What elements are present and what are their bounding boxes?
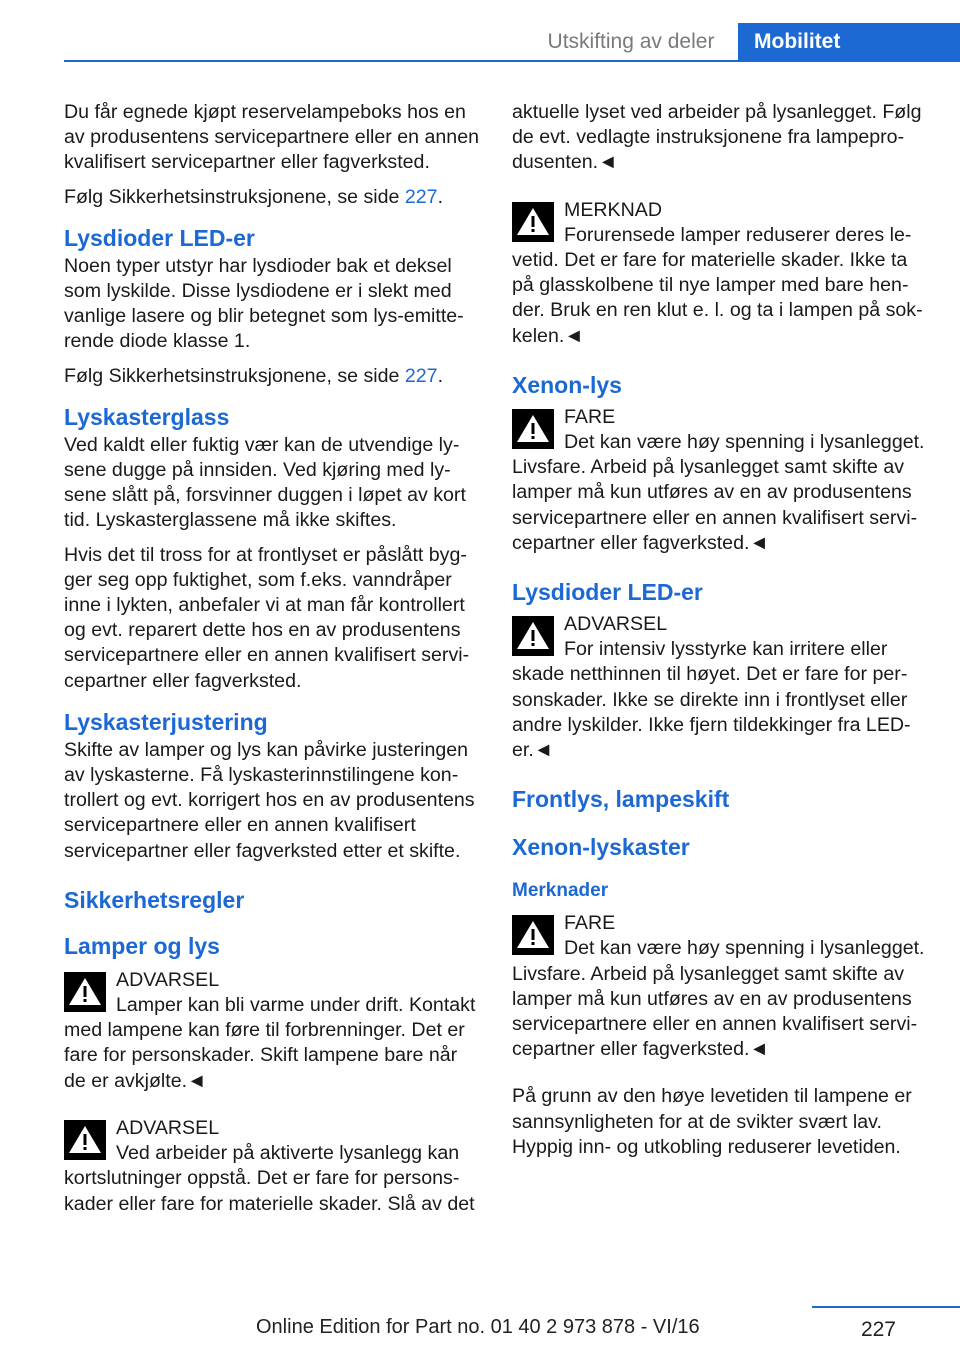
warning-text: Det kan være høy spenning i lysanlegget. Livsfare. Arbeid på lysanlegget samt skifte av lamper må kun utføres av en av produsentens servicepartnere eller en annen kvalifisert servicepartner eller fagverksted.◄ — [512, 431, 925, 554]
right-column — [512, 100, 930, 1169]
heading-xenon: Xenon-lys — [512, 371, 622, 398]
heading-xenon-headlight: Xenon-lyskaster — [512, 834, 690, 861]
warning-triangle-icon — [64, 1120, 106, 1160]
heading-front-lights: Frontlys, lampeskift — [512, 786, 730, 813]
paragraph: Skifte av lamper og lys kan påvirke justeringen av lyskasterne. Få lyskasterinnstilingene kontrollert og evt. korrigert hos en av produsentens servicepartnere eller en annen kvalifisert servicepartner eller fagverksted etter et skifte. — [64, 738, 475, 862]
text: . — [437, 185, 444, 208]
paragraph — [64, 364, 482, 389]
header-rule — [64, 60, 960, 62]
warning-triangle-icon — [64, 972, 106, 1012]
heading-adjustment: Lyskasterjustering — [64, 708, 268, 735]
heading-led: Lysdioder LED-er — [512, 579, 703, 606]
heading-lens: Lyskasterglass — [64, 403, 230, 430]
heading-lamps: Lamper og lys — [64, 932, 220, 959]
paragraph: Noen typer utstyr har lysdioder bak et deksel som lyskilde. Disse lysdiodene er i slekt med vanlige lasere og blir betegnet som lys-emitterende diode klasse 1. — [64, 254, 464, 353]
header-chapter-tab[interactable]: Mobilitet — [738, 23, 960, 61]
paragraph: aktuelle lyset ved arbeider på lysanlegget. Følg de evt. vedlagte instruksjonene fra lampeprodusenten.◄ — [512, 101, 922, 174]
warning-block — [64, 1116, 482, 1217]
warning-title: ADVARSEL — [564, 613, 668, 636]
text: Følg Sikkerhetsinstruksjonene, se side — [64, 185, 405, 208]
paragraph: Ved kaldt eller fuktig vær kan de utvendige lysene dugge på innsiden. Ved kjøring med lysene slått på, forsvinner duggen i løpet av kort tid. Lyskasterglassene må ikke skiftes. — [64, 433, 466, 532]
text: . — [437, 364, 444, 387]
warning-block — [512, 198, 930, 349]
warning-text: Lamper kan bli varme under drift. Kontakt med lampene kan føre til forbrenninger. Det er fare for personskader. Skift lampene bare når de er avkjølte.◄ — [64, 994, 476, 1092]
paragraph: På grunn av den høye levetiden til lampene er sannsynligheten for at de svikter svært lav. Hyppig inn- og utkobling reduserer levetiden. — [512, 1085, 912, 1158]
warning-title: FARE — [564, 912, 616, 935]
warning-block — [512, 911, 930, 1062]
page-number: 227 — [860, 1318, 896, 1341]
warning-triangle-icon — [512, 409, 554, 449]
heading-led: Lysdioder LED-er — [64, 224, 255, 251]
warning-triangle-icon — [512, 202, 554, 242]
warning-title: MERKNAD — [564, 198, 662, 221]
left-column — [64, 100, 482, 1226]
heading-safety: Sikkerhetsregler — [64, 886, 245, 913]
warning-text: Forurensede lamper reduserer deres levetid. Det er fare for materielle skader. Ikke ta på glasskolbene til nye lamper med bare hender. Bruk en ren klut e. l. og ta i lampen på sokkelen.◄ — [512, 223, 923, 347]
edition-footer: Online Edition for Part no. 01 40 2 973 878 - VI/16 — [256, 1316, 700, 1338]
warning-title: FARE — [564, 405, 616, 428]
heading-notes: Merknader — [512, 880, 609, 902]
page-link[interactable]: 227 — [404, 185, 438, 208]
header-section-title: Utskifting av deler — [547, 30, 715, 53]
warning-text: Det kan være høy spenning i lysanlegget. Livsfare. Arbeid på lysanlegget samt skifte av lamper må kun utføres av en av produsentens servicepartnere eller en annen kvalifisert servicepartner eller fagverksted.◄ — [512, 937, 925, 1061]
text: Følg Sikkerhetsinstruksjonene, se side — [64, 364, 405, 387]
paragraph — [64, 185, 482, 210]
warning-block — [512, 405, 930, 556]
page-link[interactable]: 227 — [404, 364, 438, 387]
warning-text: Ved arbeider på aktiverte lysanlegg kan kortslutninger oppstå. Det er fare for personskader eller fare for materielle skader. Slå av det — [64, 1142, 475, 1215]
paragraph: Du får egnede kjøpt reservelampeboks hos en av produsentens servicepartnere eller en annen kvalifisert servicepartner eller fagverksted. — [64, 101, 479, 174]
warning-triangle-icon — [512, 616, 554, 656]
warning-triangle-icon — [512, 915, 554, 955]
warning-block — [512, 612, 930, 763]
warning-title: ADVARSEL — [116, 1116, 220, 1139]
warning-block — [64, 968, 482, 1094]
warning-title: ADVARSEL — [116, 968, 220, 991]
footer-rule — [812, 1306, 960, 1308]
paragraph: Hvis det til tross for at frontlyset er påslått bygger seg opp fuktighet, som f.eks. vanndråper inne i lykten, anbefaler vi at man får kontrollert og evt. reparert dette hos en av produsentens servicepartnere eller en annen kvalifisert servicepartner eller fagverksted. — [64, 543, 470, 692]
warning-text: For intensiv lysstyrke kan irritere eller skade netthinnen til høyet. Det er fare for personskader. Ikke se direkte inn i frontlyset eller andre lyskilder. Ikke fjern tildekkinger fra LED-er.◄ — [512, 638, 911, 762]
